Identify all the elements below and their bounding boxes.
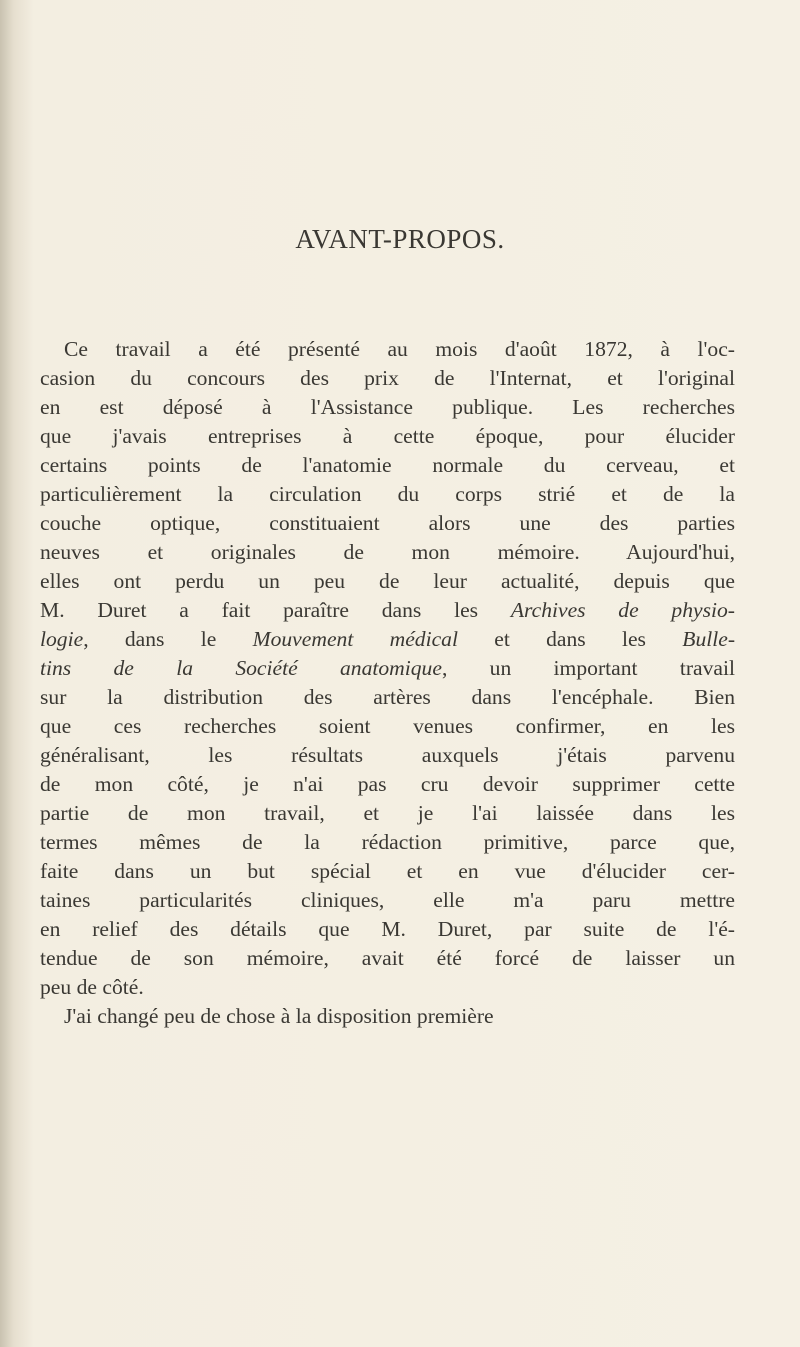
text-span: , un important travail	[441, 656, 735, 680]
text-line: que j'avais entreprises à cette époque, pour élucider	[40, 424, 735, 448]
text-line	[40, 596, 735, 624]
text-line: taines particularités cliniques, elle m'a paru mettre	[40, 888, 735, 912]
journal-title: Bulle-	[682, 627, 736, 651]
text-line: sur la distribution des artères dans l'encéphale. Bien	[40, 685, 735, 709]
journal-title: Archives de physio-	[510, 598, 735, 622]
text-line: partie de mon travail, et je l'ai laissée dans les	[40, 801, 735, 825]
text-line: casion du concours des prix de l'Internat, et l'original	[40, 366, 735, 390]
text-span: M. Duret a fait paraître dans les	[40, 598, 511, 622]
text-line: particulièrement la circulation du corps strié et de la	[40, 482, 735, 506]
text-line: neuves et originales de mon mémoire. Aujourd'hui,	[40, 540, 735, 564]
page-title: AVANT-PROPOS.	[295, 224, 505, 254]
text-line: que ces recherches soient venues confirmer, en les	[40, 714, 735, 738]
text-line: peu de côté.	[40, 975, 144, 999]
text-line: généralisant, les résultats auxquels j'étais parvenu	[40, 743, 735, 767]
text-line: termes mêmes de la rédaction primitive, parce que,	[40, 830, 735, 854]
text-line: J'ai changé peu de chose à la disposition première	[64, 1004, 494, 1028]
journal-title: logie	[40, 627, 84, 651]
text-line: Ce travail a été présenté au mois d'août 1872, à l'oc-	[64, 337, 735, 361]
text-line: tendue de son mémoire, avait été forcé de laisser un	[40, 946, 735, 970]
text-line: faite dans un but spécial et en vue d'élucider cer-	[40, 859, 735, 883]
journal-title: tins de la Société anatomique	[40, 656, 442, 680]
journal-title: Mouvement médical	[252, 627, 458, 651]
text-span: , dans le	[83, 627, 253, 651]
text-line: elles ont perdu un peu de leur actualité, depuis que	[40, 569, 735, 593]
text-span: et dans les	[457, 627, 683, 651]
text-line: certains points de l'anatomie normale du cerveau, et	[40, 453, 735, 477]
body-text	[0, 335, 800, 1028]
text-line	[40, 625, 735, 653]
text-line: en est déposé à l'Assistance publique. Les recherches	[40, 395, 735, 419]
text-line: de mon côté, je n'ai pas cru devoir supprimer cette	[40, 772, 735, 796]
text-line	[40, 654, 735, 682]
text-line: couche optique, constituaient alors une des parties	[40, 511, 735, 535]
text-line: en relief des détails que M. Duret, par suite de l'é-	[40, 917, 735, 941]
